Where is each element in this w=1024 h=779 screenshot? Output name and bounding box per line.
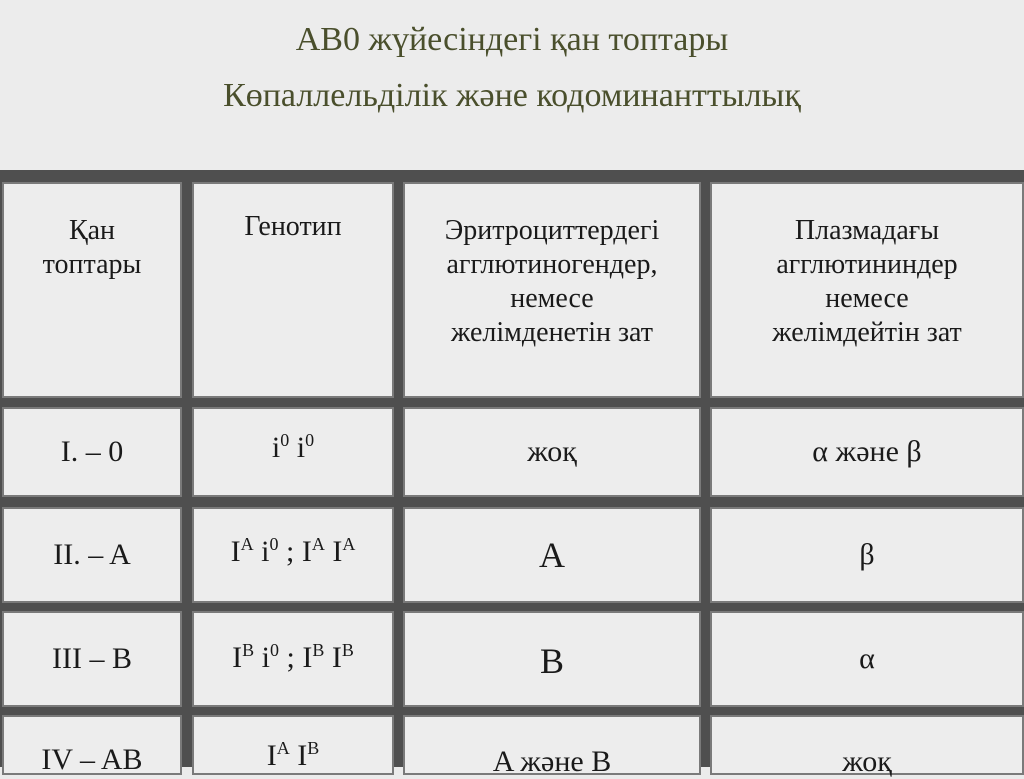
allele-superscript: B [312,640,325,660]
genotype-separator [289,431,297,464]
genotype-separator [254,641,262,674]
cell-agglutinogen: B [403,611,701,707]
cell-agglutinin: β [710,507,1024,603]
cell-group: III – B [2,611,182,707]
cell-agglutinin: жоқ [710,715,1024,775]
cell-genotype [192,507,394,603]
allele-symbol: $i^0$ [296,430,315,464]
allele-superscript: B [242,640,255,660]
allele-symbol: $I^A$ [266,738,290,772]
slide-subtitle: Көпаллельділік және кодоминанттылық [223,77,801,114]
cell-genotype [192,715,394,775]
cell-agglutinin: α [710,611,1024,707]
allele-symbol: $i^0$ [261,640,279,674]
cell-genotype [192,407,394,497]
header-blood-group [2,182,182,398]
header-line: немесе [825,283,909,314]
allele-symbol: $I^A$ [332,534,356,568]
cell-group: IV – AB [2,715,182,775]
header-line: желімдейтін зат [772,317,962,348]
allele-symbol: $I^B$ [331,640,354,674]
header-line: Қан [68,215,116,246]
header-genotype [192,182,394,398]
header-line: Эритроциттердегі [444,215,660,246]
header-line: желімденетін зат [451,317,653,348]
allele-superscript: A [240,534,254,554]
cell-agglutinin: α және β [710,407,1024,497]
header-line: Плазмадағы [794,215,940,246]
cell-agglutinogen: A және B [403,715,701,775]
header-line: топтары [42,249,142,280]
allele-symbol: $I^A$ [230,534,254,568]
allele-superscript: A [276,738,290,758]
genotype-separator: ; [278,641,303,674]
header-line: Генотип [244,211,342,242]
slide-title: АВ0 жүйесіндегі қан топтары [295,21,729,58]
genotype-separator [324,641,332,674]
cell-agglutinogen: A [403,507,701,603]
header-line: агглютиногендер, [446,249,658,280]
allele-symbol: $I^B$ [302,640,325,674]
allele-symbol: $i^0$ [261,534,279,568]
cell-group: II. – A [2,507,182,603]
header-line: немесе [510,283,594,314]
slide-title-area [0,0,1024,170]
cell-genotype [192,611,394,707]
allele-superscript: 0 [280,430,290,450]
allele-superscript: 0 [305,430,315,450]
allele-symbol: $I^A$ [301,534,325,568]
header-agglutinogens [403,182,701,398]
genotype-separator: ; [278,535,302,568]
allele-superscript: B [341,640,354,660]
header-agglutinins [710,182,1024,398]
cell-group: I. – 0 [2,407,182,497]
allele-superscript: 0 [269,534,279,554]
header-line: агглютининдер [776,249,958,280]
allele-symbol: $I^B$ [297,738,320,772]
allele-superscript: A [342,534,356,554]
allele-superscript: A [311,534,325,554]
allele-symbol: $i^0$ [271,430,290,464]
allele-symbol: $I^B$ [232,640,255,674]
allele-superscript: 0 [269,640,279,660]
cell-agglutinogen: жоқ [403,407,701,497]
allele-superscript: B [307,738,320,758]
